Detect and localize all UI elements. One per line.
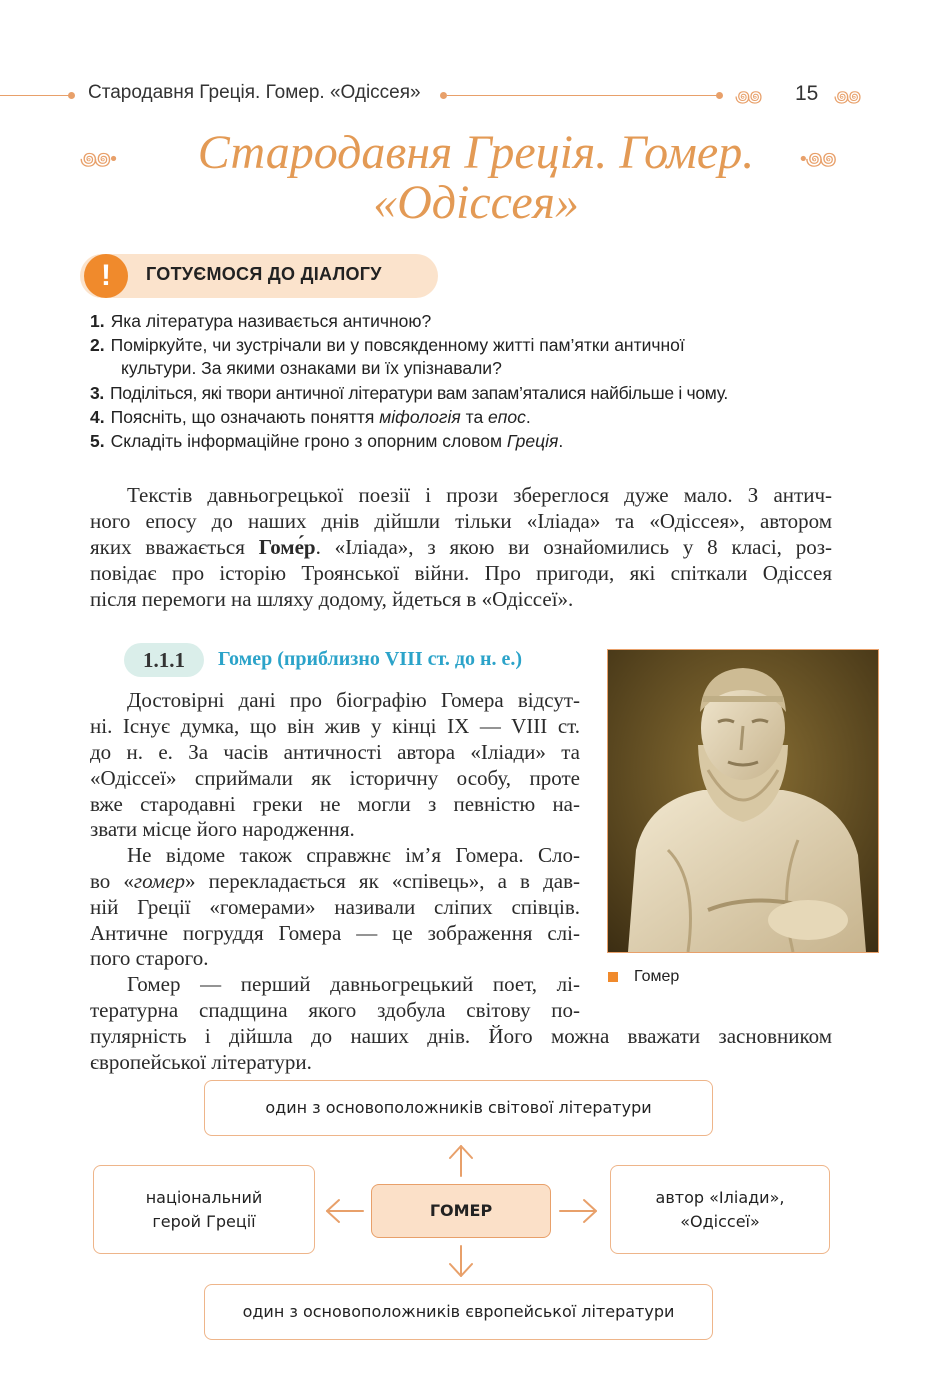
title-ornament-right-icon: •꩜꩜ [798,149,834,170]
diagram-right-line2: «Одіссеї» [680,1211,760,1231]
body-p2-line-4: Античне погруддя Гомера — це зображення слі- [90,921,580,945]
running-title: Стародавня Греція. Гомер. «Одіссея» [88,82,421,103]
diagram-right-line1: автор «Іліади», [655,1187,785,1207]
intro-line-1: Текстів давньогрецької поезії і прози збереглося дуже мало. З антич- [127,483,832,507]
arrow-left-icon [327,1200,363,1222]
title-ornament-left-icon: ꩜꩜• [80,149,116,170]
diagram-left-line2: герой Греції [152,1211,256,1231]
page-title-line1: Стародавня Греція. Гомер. [197,126,755,179]
intro-line-4: повідає про історію Троянської війни. Про пригоди, які спіткали Одіссея [90,561,832,585]
arrow-up-icon [450,1146,472,1176]
question-1: 1. Яка література називається античною? [90,311,432,331]
body-p3-line-2: тературна спадщина якого здобула світову по- [90,998,580,1022]
figure-caption: Гомер [634,968,680,985]
body-p1-line-4: «Одіссеї» сприймали як історичну особу, проте [90,766,580,790]
body-p1-line-6: звати місце його народження. [90,817,355,841]
diagram-center-box: ГОМЕР [371,1184,551,1238]
intro-line-5: після перемоги на шляху додому, йдеться в «Одіссеї». [90,587,574,611]
intro-line-2: ного епосу до наших днів дійшли тільки «Іліада» та «Одіссея», автором [90,509,832,533]
question-4: 4. Поясніть, що означають поняття міфологія та епос. [90,407,531,427]
arrow-down-icon [450,1246,472,1276]
page-title-line2: «Одіссея» [373,176,579,229]
body-p1-line-3: до н. е. За часів античності автора «Іліади» та [90,740,580,764]
body-p1-line-1: Достовірні дані про біографію Гомера відсут- [127,688,580,712]
body-p1-line-5: вже стародавні греки не могли з певністю на- [90,792,580,816]
question-3: 3. Поділіться, які твори античної літератури вам запам’яталися найбільше і чому. [90,383,728,403]
question-5: 5. Складіть інформаційне гроно з опорним словом Греція. [90,431,564,451]
subsection-number: 1.1.1 [143,648,185,672]
body-p1-line-2: ні. Існує думка, що він жив у кінці IX — VIII ст. [90,714,580,738]
swirl-ornament-left-icon: ꩜꩜ [735,87,760,106]
subsection-title: Гомер (приблизно VIII ст. до н. е.) [218,648,523,670]
body-p2-line-2: во «гомер» перекладається як «співець», а в дав- [90,869,580,893]
body-p2-line-1: Не відоме також справжнє ім’я Гомера. Сло- [127,843,580,867]
exclamation-icon: ! [84,254,128,298]
diagram-left-line1: національний [145,1187,263,1207]
diagram-top-box: один з основоположників світової літератури [204,1080,713,1136]
body-p3-line-4: європейської літератури. [90,1050,312,1074]
body-p2-line-5: пого старого. [90,946,209,970]
body-p2-line-3: ній Греції «гомерами» називали сліпих співців. [90,895,580,919]
question-2: 2. Поміркуйте, чи зустрічали ви у повсякденному житті пам’ятки античної [90,335,685,355]
diagram-bottom-box: один з основоположників європейської літератури [204,1284,713,1340]
section-label: ГОТУЄМОСЯ ДО ДІАЛОГУ [146,264,382,284]
arrow-right-icon [560,1200,596,1222]
swirl-ornament-right-icon: ꩜꩜ [834,87,859,106]
body-p3-line-1: Гомер — перший давньогрецький поет, лі- [127,972,580,996]
intro-line-3: яких вважається Гоме́р. «Іліада», з якою ви ознайомились у 8 класі, роз- [90,535,832,559]
body-p3-line-3: пулярність і дійшла до наших днів. Його можна вважати засновником [90,1024,832,1048]
question-2-continued: культури. За якими ознаками ви їх упізнавали? [121,358,502,378]
page-number: 15 [795,82,819,105]
